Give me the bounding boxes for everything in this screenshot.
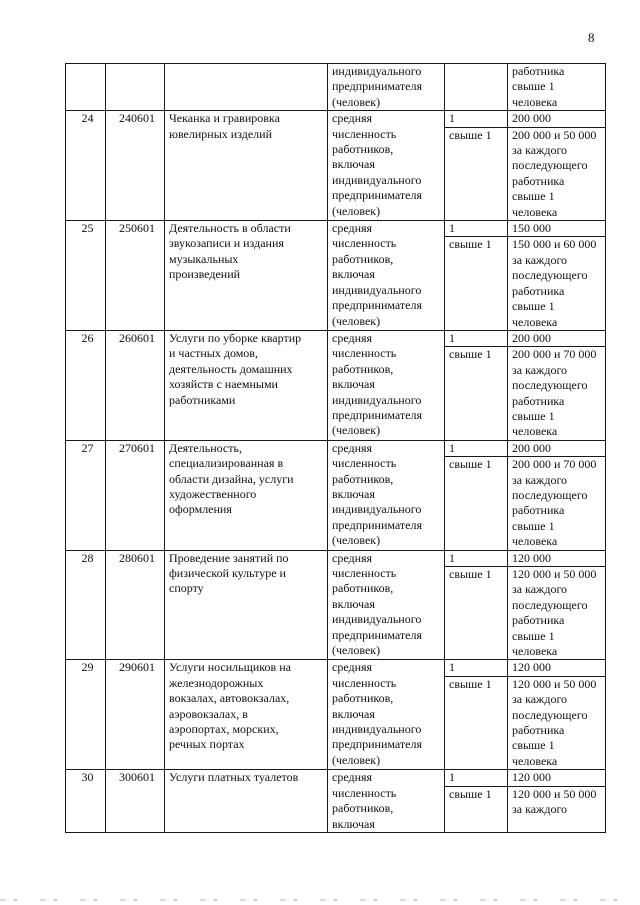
count-cell — [445, 111, 508, 127]
table-row-continuation — [66, 64, 606, 111]
amount-line: свыше 1 — [512, 408, 555, 423]
count-cell — [445, 127, 508, 220]
table-row — [66, 330, 606, 346]
count-value: свыше 1 — [449, 786, 492, 801]
activity-line: музыкальных — [169, 251, 239, 266]
row-number-cell — [66, 660, 106, 770]
amount-line: свыше 1 — [512, 628, 555, 643]
activity-line: физической культуре и — [169, 566, 286, 580]
count-value: 1 — [449, 660, 455, 675]
amount-value: 120 000 — [512, 550, 551, 565]
indicator-line: численность — [332, 675, 397, 690]
scan-edge-noise — [0, 899, 640, 901]
activity-cell — [165, 550, 328, 660]
indicator-line: работников, — [332, 471, 394, 486]
amount-cell — [508, 64, 606, 111]
indicator-line: работников, — [332, 361, 394, 376]
row-code-cell — [106, 770, 165, 833]
count-cell — [445, 330, 508, 346]
count-cell — [445, 64, 508, 111]
row-code: 270601 — [119, 440, 155, 455]
count-cell — [445, 567, 508, 660]
activity-cell — [165, 770, 328, 833]
tax-table — [65, 63, 606, 833]
indicator-cell — [328, 330, 445, 440]
amount-line: работника — [512, 613, 565, 628]
amount-line: за каждого — [512, 252, 568, 267]
amount-value: 150 000 — [512, 221, 551, 236]
amount-cell — [508, 770, 606, 786]
amount-cell — [508, 660, 606, 676]
amount-line: человека — [512, 94, 558, 109]
row-code-cell — [106, 330, 165, 440]
indicator-line: индивидуального — [332, 172, 422, 187]
indicator-line: работников, — [332, 581, 394, 596]
count-cell — [445, 786, 508, 832]
amount-line: 120 000 и 50 000 — [512, 676, 597, 691]
activity-cell — [165, 221, 328, 331]
count-cell — [445, 347, 508, 440]
row-number: 24 — [81, 111, 94, 126]
row-number-cell — [66, 440, 106, 550]
indicator-line: предпринимателя — [332, 298, 422, 313]
table-row — [66, 660, 606, 676]
indicator-cell — [328, 64, 445, 111]
row-number-cell — [66, 111, 106, 221]
indicator-line: численность — [332, 126, 397, 141]
indicator-cell — [328, 770, 445, 833]
amount-line: за каждого — [512, 143, 568, 158]
activity-line: Услуги по уборке квартир — [169, 330, 302, 345]
amount-line: последующего — [512, 487, 588, 502]
indicator-line: предпринимателя — [332, 407, 422, 422]
indicator-line: (человек) — [332, 423, 381, 438]
amount-value: 200 000 — [512, 330, 551, 345]
amount-line: свыше 1 — [512, 189, 555, 204]
amount-line: последующего — [512, 158, 588, 173]
indicator-line: предпринимателя — [332, 737, 422, 752]
count-value: 1 — [449, 111, 455, 126]
activity-line: звукозаписи и издания — [169, 236, 284, 251]
activity-line: Чеканка и гравировка — [169, 111, 280, 126]
row-code-cell — [106, 660, 165, 770]
amount-line: человека — [512, 753, 558, 768]
activity-line: аэровокзалах, в — [169, 706, 248, 721]
activity-line: оформления — [169, 502, 232, 517]
count-cell — [445, 440, 508, 456]
amount-line: человека — [512, 314, 558, 329]
activity-line: Услуги платных туалетов — [169, 770, 299, 785]
amount-cell — [508, 550, 606, 566]
indicator-cell — [328, 221, 445, 331]
amount-cell — [508, 111, 606, 127]
row-code-cell — [106, 221, 165, 331]
count-cell — [445, 221, 508, 237]
indicator-line: индивидуального — [332, 282, 422, 297]
indicator-line: работников, — [332, 142, 394, 157]
indicator-line: индивидуального — [332, 502, 422, 517]
indicator-line: включая — [332, 157, 375, 172]
table-row — [66, 221, 606, 237]
indicator-line: численность — [332, 236, 397, 251]
activity-line: ювелирных изделий — [169, 126, 272, 141]
indicator-line: включая — [332, 706, 375, 721]
indicator-line: (человек) — [332, 313, 381, 328]
activity-cell — [165, 440, 328, 550]
indicator-line: (человек) — [332, 94, 381, 109]
indicator-line: средняя — [332, 440, 373, 455]
count-cell — [445, 550, 508, 566]
amount-line: свыше 1 — [512, 299, 555, 314]
row-number: 26 — [81, 330, 94, 345]
indicator-line: (человек) — [332, 643, 381, 658]
activity-line: художественного — [169, 486, 257, 501]
count-cell — [445, 457, 508, 550]
count-value: 1 — [449, 550, 455, 565]
activity-line: вокзалах, автовокзалах, — [169, 691, 290, 706]
amount-line: свыше 1 — [512, 738, 555, 753]
row-code-cell — [106, 440, 165, 550]
amount-line: человека — [512, 534, 558, 549]
indicator-line: предпринимателя — [332, 517, 422, 532]
indicator-line: численность — [332, 785, 397, 800]
activity-line: специализированная в — [169, 456, 284, 471]
amount-cell — [508, 457, 606, 550]
row-number: 29 — [81, 660, 94, 675]
row-code-cell — [106, 64, 165, 111]
amount-line: 200 000 и 50 000 — [512, 127, 597, 142]
count-value: 1 — [449, 770, 455, 785]
count-value: свыше 1 — [449, 237, 492, 252]
amount-cell — [508, 127, 606, 220]
row-code: 240601 — [119, 111, 155, 126]
activity-line: хозяйств с наемными — [169, 377, 278, 392]
row-number-cell — [66, 330, 106, 440]
amount-line: работника — [512, 283, 565, 298]
count-value: 1 — [449, 440, 455, 455]
activity-line: Услуги носильщиков на — [169, 660, 291, 675]
row-number: 27 — [81, 440, 94, 455]
amount-line: за каждого — [512, 472, 568, 487]
activity-line: спорту — [169, 581, 204, 596]
activity-line: деятельность домашних — [169, 361, 293, 376]
amount-line: за каждого — [512, 802, 568, 817]
amount-line: последующего — [512, 378, 588, 393]
amount-line: человека — [512, 204, 558, 219]
indicator-line: включая — [332, 377, 375, 392]
activity-cell — [165, 330, 328, 440]
amount-line: 120 000 и 50 000 — [512, 567, 597, 581]
amount-line: за каждого — [512, 692, 568, 707]
page-number: 8 — [588, 30, 595, 45]
count-value: свыше 1 — [449, 676, 492, 691]
activity-line: Деятельность в области — [169, 221, 291, 236]
row-code: 260601 — [119, 330, 155, 345]
row-code: 290601 — [119, 660, 155, 675]
activity-line: аэропортах, морских, — [169, 722, 279, 737]
amount-cell — [508, 237, 606, 330]
amount-value: 200 000 — [512, 111, 551, 126]
amount-line: человека — [512, 424, 558, 439]
count-cell — [445, 660, 508, 676]
indicator-line: включая — [332, 486, 375, 501]
amount-cell — [508, 676, 606, 769]
row-number-cell — [66, 770, 106, 833]
amount-line: свыше 1 — [512, 518, 555, 533]
amount-line: человека — [512, 644, 558, 659]
activity-line: области дизайна, услуги — [169, 471, 294, 486]
indicator-line: индивидуального — [332, 64, 422, 78]
row-number-cell — [66, 550, 106, 660]
activity-cell — [165, 660, 328, 770]
amount-line: 200 000 и 70 000 — [512, 347, 597, 362]
indicator-line: (человек) — [332, 203, 381, 218]
row-number-cell — [66, 64, 106, 111]
table-row — [66, 440, 606, 456]
activity-line: железнодорожных — [169, 675, 264, 690]
amount-cell — [508, 440, 606, 456]
indicator-line: предпринимателя — [332, 79, 422, 94]
count-value: свыше 1 — [449, 127, 492, 142]
amount-line: 120 000 и 50 000 — [512, 786, 597, 801]
indicator-cell — [328, 111, 445, 221]
indicator-line: индивидуального — [332, 612, 422, 627]
amount-line: работника — [512, 723, 565, 738]
amount-line: за каждого — [512, 582, 568, 597]
amount-line: работника — [512, 64, 565, 78]
amount-line: работника — [512, 393, 565, 408]
row-number-cell — [66, 221, 106, 331]
table-row — [66, 111, 606, 127]
row-code-cell — [106, 111, 165, 221]
row-code: 300601 — [119, 770, 155, 785]
count-value: свыше 1 — [449, 567, 492, 581]
activity-cell — [165, 111, 328, 221]
activity-cell — [165, 64, 328, 111]
activity-line: речных портах — [169, 737, 245, 752]
row-number: 25 — [81, 221, 94, 236]
indicator-line: средняя — [332, 770, 373, 785]
indicator-line: работников, — [332, 251, 394, 266]
table-row — [66, 550, 606, 566]
indicator-line: индивидуального — [332, 392, 422, 407]
indicator-line: (человек) — [332, 533, 381, 548]
amount-line: последующего — [512, 597, 588, 612]
indicator-line: средняя — [332, 660, 373, 675]
indicator-line: предпринимателя — [332, 627, 422, 642]
amount-cell — [508, 786, 606, 832]
indicator-line: средняя — [332, 550, 373, 565]
count-cell — [445, 676, 508, 769]
row-number: 30 — [81, 770, 94, 785]
activity-line: Проведение занятий по — [169, 550, 289, 565]
row-code: 250601 — [119, 221, 155, 236]
indicator-line: включая — [332, 267, 375, 282]
indicator-cell — [328, 660, 445, 770]
indicator-line: средняя — [332, 221, 373, 236]
count-value: 1 — [449, 330, 455, 345]
amount-line: свыше 1 — [512, 79, 555, 94]
indicator-line: численность — [332, 456, 397, 471]
activity-line: произведений — [169, 267, 241, 282]
indicator-line: включая — [332, 816, 375, 831]
count-value: свыше 1 — [449, 347, 492, 362]
table-row — [66, 770, 606, 786]
indicator-line: средняя — [332, 111, 373, 126]
indicator-line: (человек) — [332, 752, 381, 767]
amount-line: 150 000 и 60 000 — [512, 237, 597, 252]
amount-line: за каждого — [512, 362, 568, 377]
amount-value: 120 000 — [512, 660, 551, 675]
activity-line: работниками — [169, 392, 236, 407]
count-value: свыше 1 — [449, 457, 492, 472]
indicator-line: работников, — [332, 691, 394, 706]
count-cell — [445, 237, 508, 330]
amount-line: 200 000 и 70 000 — [512, 457, 597, 472]
row-number: 28 — [81, 550, 94, 565]
amount-line: работника — [512, 503, 565, 518]
indicator-line: индивидуального — [332, 722, 422, 737]
amount-cell — [508, 347, 606, 440]
count-cell — [445, 770, 508, 786]
indicator-line: работников, — [332, 801, 394, 816]
amount-value: 200 000 — [512, 440, 551, 455]
amount-line: работника — [512, 173, 565, 188]
indicator-line: средняя — [332, 330, 373, 345]
indicator-cell — [328, 550, 445, 660]
amount-cell — [508, 567, 606, 660]
activity-line: и частных домов, — [169, 346, 258, 361]
indicator-line: предпринимателя — [332, 188, 422, 203]
count-value: 1 — [449, 221, 455, 236]
indicator-line: включая — [332, 596, 375, 611]
indicator-line: численность — [332, 566, 397, 580]
indicator-cell — [328, 440, 445, 550]
amount-cell — [508, 330, 606, 346]
amount-cell — [508, 221, 606, 237]
amount-line: последующего — [512, 268, 588, 283]
indicator-line: численность — [332, 346, 397, 361]
row-code: 280601 — [119, 550, 155, 565]
activity-line: Деятельность, — [169, 440, 242, 455]
row-code-cell — [106, 550, 165, 660]
amount-value: 120 000 — [512, 770, 551, 785]
amount-line: последующего — [512, 707, 588, 722]
